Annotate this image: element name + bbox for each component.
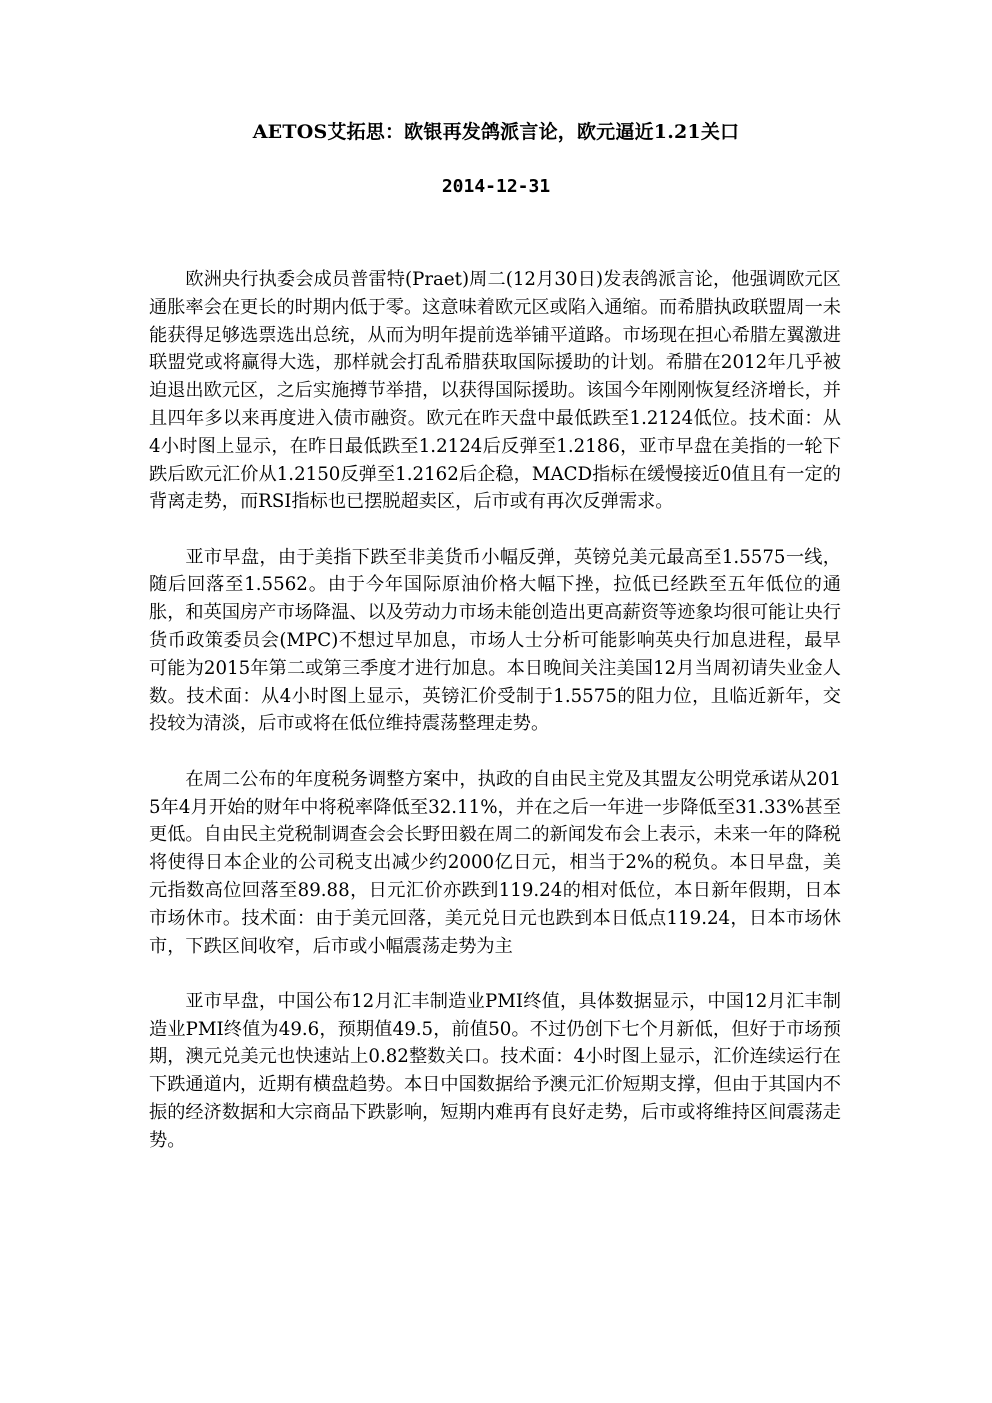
paragraph-euro: 欧洲央行执委会成员普雷特(Praet)周二(12月30日)发表鸽派言论，他强调欧元区通胀率会在更长的时期内低于零。这意味着欧元区或陷入通缩。而希腊执政联盟周一未能获得足够选票选出总统，从而为明年提前选举铺平道路。市场现在担心希腊左翼激进联盟党或将赢得大选，那样就会打乱希腊获取国际援助的计划。希腊在2012年几乎被迫退出欧元区，之后实施撙节举措，以获得国际援助。该国今年刚刚恢复经济增长，并且四年多以来再度进入债市融资。欧元在昨天盘中最低跌至1.2124低位。技术面：从4小时图上显示，在昨日最低跌至1.2124后反弹至1.2186，亚市早盘在美指的一轮下跌后欧元汇价从1.2150反弹至1.2162后企稳，MACD指标在缓慢接近0值且有一定的背离走势，而RSI指标也已摆脱超卖区，后市或有再次反弹需求。 [149, 269, 841, 513]
paragraph-gbp: 亚市早盘，由于美指下跌至非美货币小幅反弹，英镑兑美元最高至1.5575一线，随后回落至1.5562。由于今年国际原油价格大幅下挫，拉低已经跌至五年低位的通胀，和英国房产市场降温、以及劳动力市场未能创造出更高薪资等迹象均很可能让央行货币政策委员会(MPC)不想过早加息，市场人士分析可能影响英央行加息进程，最早可能为2015年第二或第三季度才进行加息。本日晚间关注美国12月当周初请失业金人数。技术面：从4小时图上显示，英镑汇价受制于1.5575的阻力位，且临近新年，交投较为清淡，后市或将在低位维持震荡整理走势。 [149, 546, 841, 735]
paragraph-jpy: 在周二公布的年度税务调整方案中，执政的自由民主党及其盟友公明党承诺从2015年4月开始的财年中将税率降低至32.11%，并在之后一年进一步降低至31.33%甚至更低。自由民主党税制调查会会长野田毅在周二的新闻发布会上表示，未来一年的降税将使得日本企业的公司税支出减少约2000亿日元，相当于2%的税负。本日早盘，美元指数高位回落至89.88，日元汇价亦跌到119.24的相对低位，本日新年假期，日本市场休市。技术面：由于美元回落，美元兑日元也跌到本日低点119.24，日本市场休市，下跌区间收窄，后市或小幅震荡走势为主 [149, 768, 841, 957]
paragraph-aud: 亚市早盘，中国公布12月汇丰制造业PMI终值，具体数据显示，中国12月汇丰制造业PMI终值为49.6，预期值49.5，前值50。不过仍创下七个月新低，但好于市场预期，澳元兑美元也快速站上0.82整数关口。技术面：4小时图上显示，汇价连续运行在下跌通道内，近期有横盘趋势。本日中国数据给予澳元汇价短期支撑，但由于其国内不振的经济数据和大宗商品下跌影响，短期内难再有良好走势，后市或将维持区间震荡走势。 [149, 990, 841, 1151]
document-title: AETOS艾拓思：欧银再发鸽派言论，欧元逼近1.21关口 [252, 121, 740, 143]
document-body [149, 266, 841, 1182]
document-date: 2014-12-31 [441, 176, 551, 197]
